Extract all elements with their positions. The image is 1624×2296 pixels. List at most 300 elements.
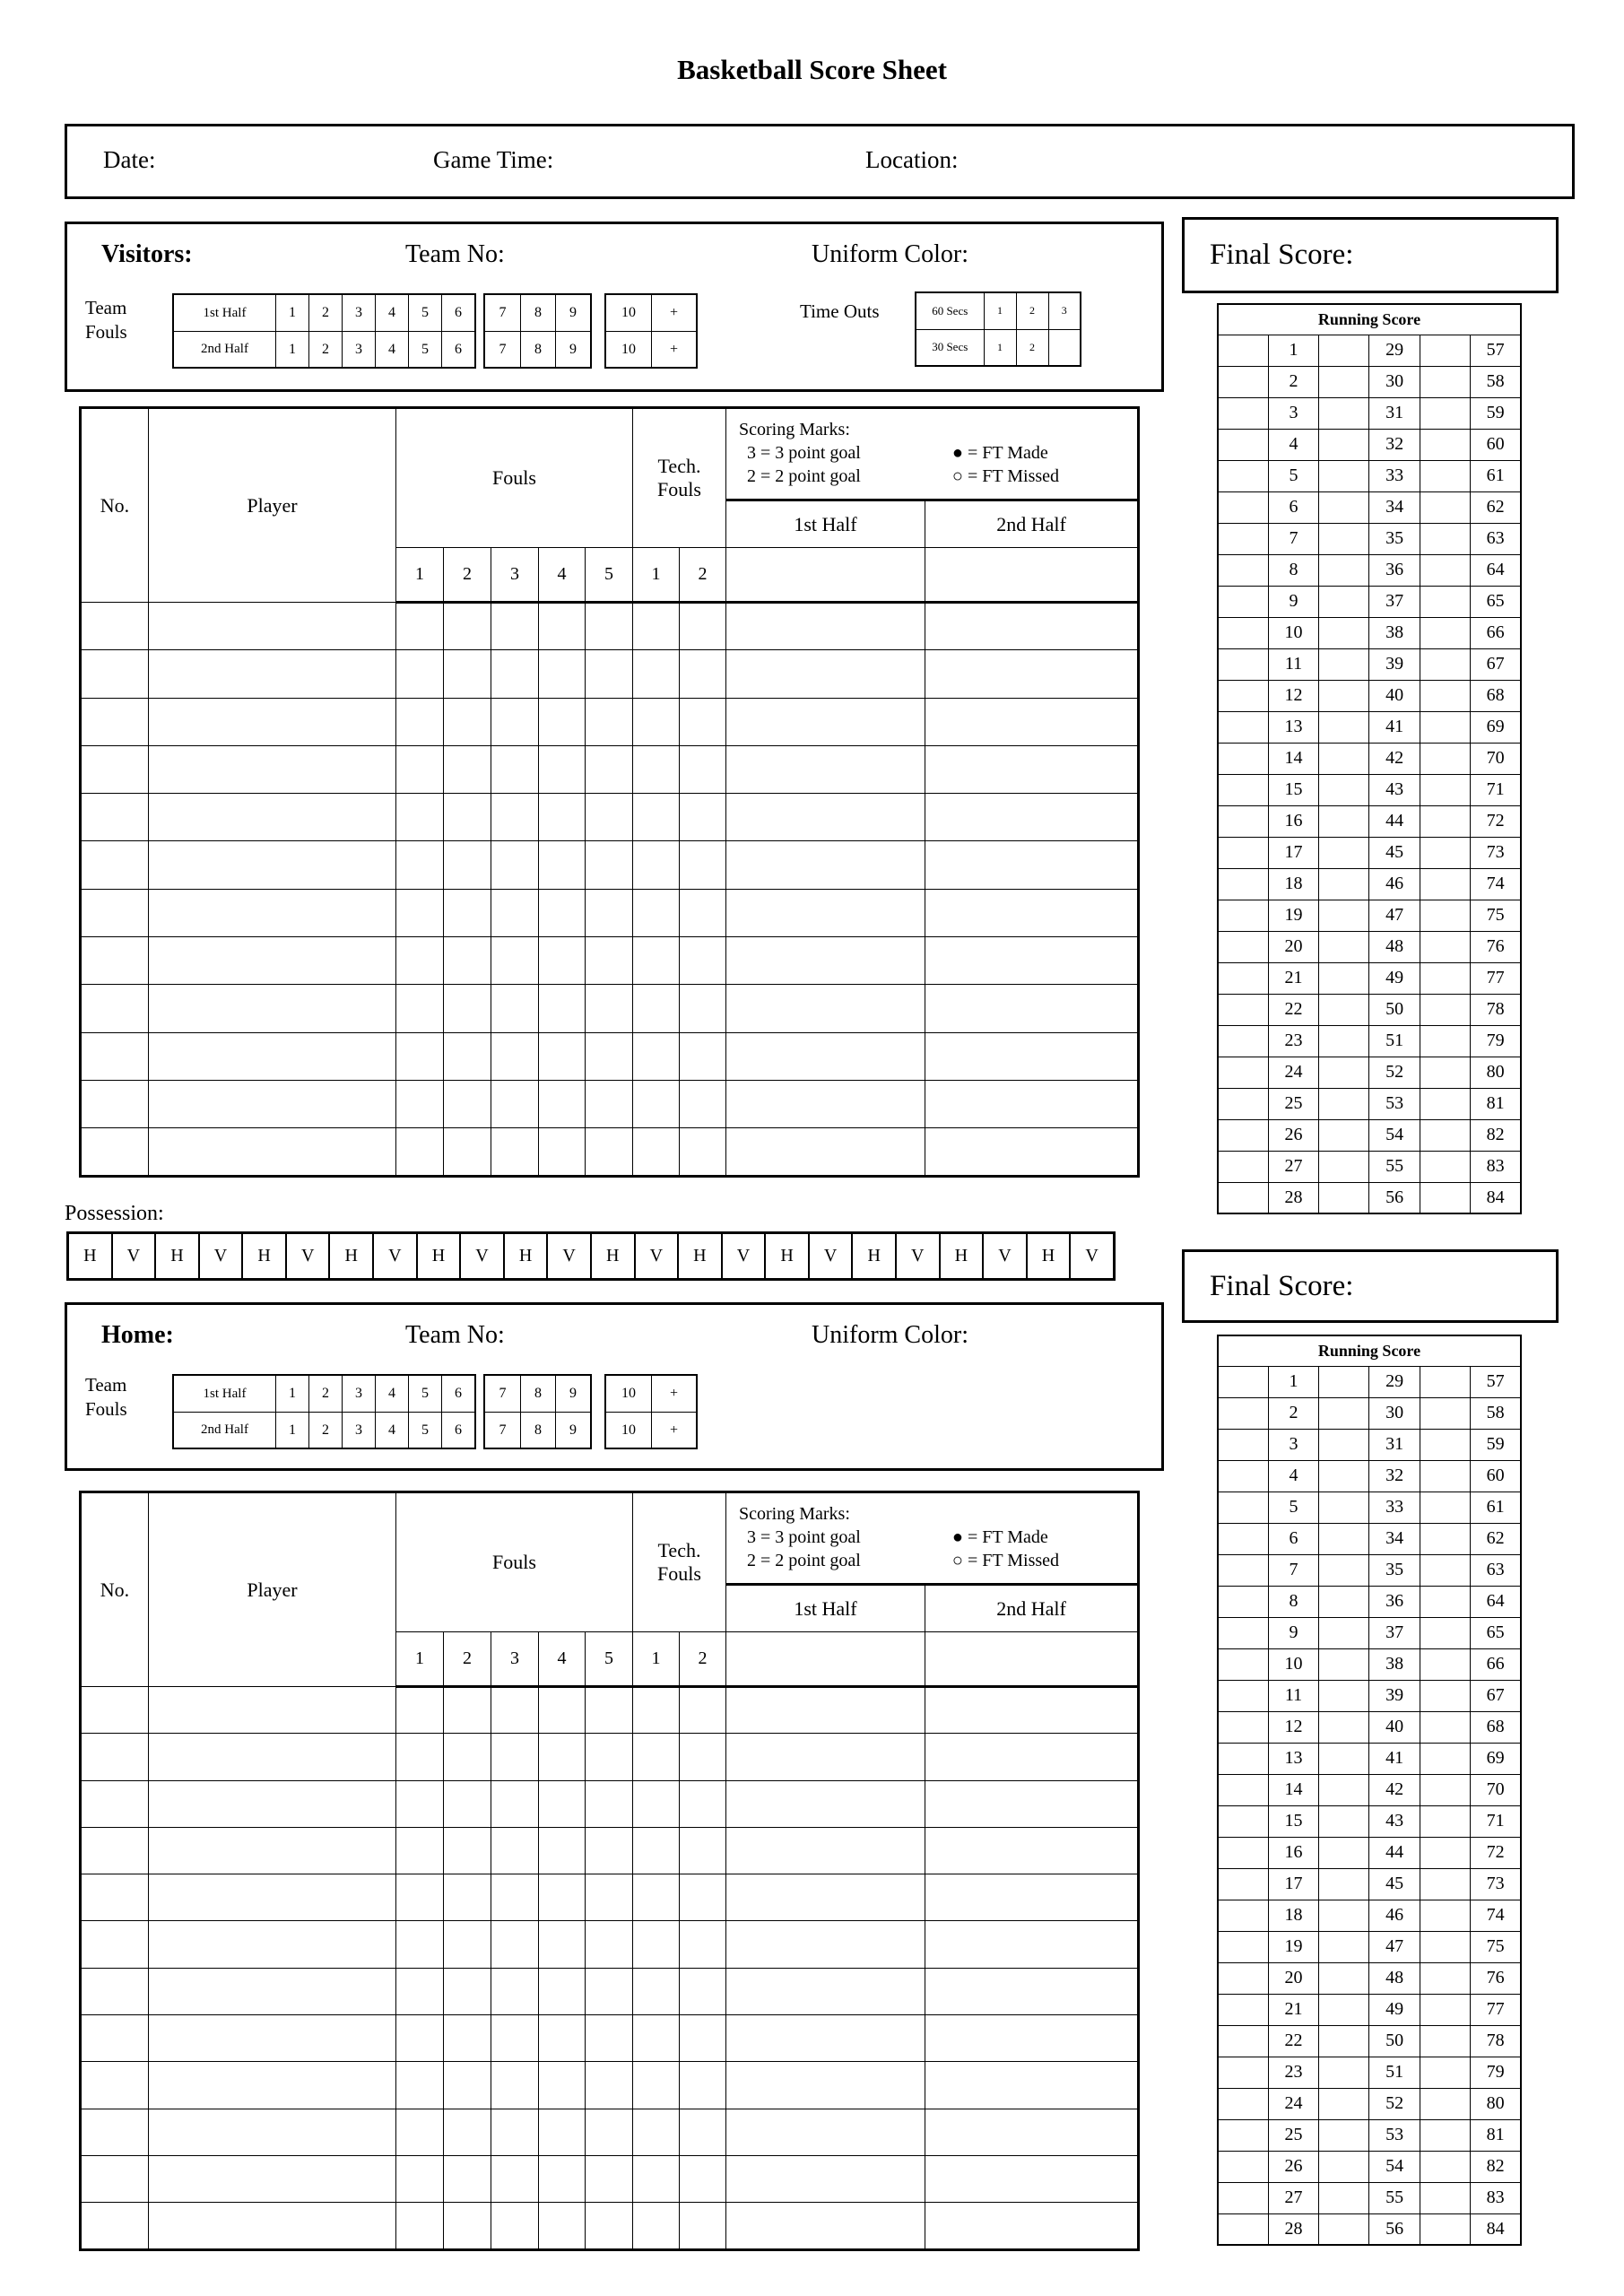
running-score-mark-cell: [1218, 648, 1268, 680]
running-score-number: 43: [1369, 774, 1420, 805]
running-score-mark-cell: [1319, 2151, 1369, 2182]
running-score-row: [1218, 1119, 1521, 1151]
running-score-number: 67: [1471, 1680, 1521, 1711]
running-score-row: [1218, 1088, 1521, 1119]
running-score-number: 70: [1471, 743, 1521, 774]
tech-foul-cell: [680, 1874, 726, 1921]
visitors-section: [65, 222, 1164, 392]
running-score-number: 48: [1369, 1962, 1420, 1994]
second-half-score-cell: [925, 841, 1139, 889]
foul-cell: [396, 2203, 444, 2249]
foul-count-header: 4: [539, 1632, 586, 1687]
foul-cell: [586, 889, 633, 936]
foul-cell: [444, 2203, 491, 2249]
tech-foul-cell: [633, 1734, 680, 1780]
second-half-score-cell: [925, 1080, 1139, 1127]
team-foul-number-cell: 2: [308, 331, 342, 367]
running-score-mark-cell: [1218, 1900, 1268, 1931]
running-score-mark-cell: [1420, 1025, 1470, 1057]
running-score-number: 30: [1369, 1397, 1420, 1429]
running-score-number: 71: [1471, 1805, 1521, 1837]
foul-cell: [586, 1032, 633, 1080]
running-score-mark-cell: [1420, 366, 1470, 397]
running-score-mark-cell: [1420, 868, 1470, 900]
team-foul-number-cell: 10: [621, 1386, 636, 1401]
tech-foul-cell: [633, 794, 680, 841]
running-score-number: 18: [1268, 868, 1318, 900]
second-half-score-cell: [925, 2062, 1139, 2109]
foul-cell: [396, 1874, 444, 1921]
team-foul-number-cell: 10: [606, 1412, 651, 1448]
running-score-mark-cell: [1218, 1151, 1268, 1182]
running-score-number: 35: [1369, 1554, 1420, 1586]
player-name-cell: [149, 698, 396, 745]
second-half-score-cell: [925, 937, 1139, 985]
running-score-mark-cell: [1218, 868, 1268, 900]
running-score-mark-cell: [1319, 1554, 1369, 1586]
running-score-mark-cell: [1319, 586, 1369, 617]
foul-count-header: 2: [444, 1632, 491, 1687]
foul-count-header: 5: [586, 1632, 633, 1687]
foul-cell: [396, 1128, 444, 1176]
running-score-number: 27: [1268, 2182, 1318, 2213]
player-row: [81, 698, 1139, 745]
foul-cell: [539, 603, 586, 650]
foul-cell: [444, 650, 491, 698]
running-score-number: 63: [1471, 1554, 1521, 1586]
running-score-number: 50: [1369, 994, 1420, 1025]
player-row: [81, 1968, 1139, 2014]
home-running-score-table: [1217, 1335, 1522, 2246]
running-score-number: 32: [1369, 1460, 1420, 1492]
team-fouls-label-line1: Team: [85, 297, 127, 318]
possession-cell: H: [940, 1233, 984, 1279]
team-foul-number-cell: 7: [485, 1412, 520, 1448]
running-score-number: 63: [1471, 523, 1521, 554]
running-score-mark-cell: [1218, 1617, 1268, 1648]
running-score-row: [1218, 617, 1521, 648]
running-score-number: 55: [1369, 2182, 1420, 2213]
team-fouls-group: [604, 293, 698, 369]
ft-made-legend: ● = FT Made: [951, 1527, 1048, 1547]
tech-foul-cell: [633, 2015, 680, 2062]
first-half-score-cell: [726, 889, 925, 936]
running-score-row: [1218, 1429, 1521, 1460]
running-score-number: 6: [1268, 1523, 1318, 1554]
running-score-number: 78: [1471, 2025, 1521, 2057]
team-fouls-half-label: 2nd Half: [174, 331, 275, 367]
player-row: [81, 1032, 1139, 1080]
running-score-mark-cell: [1420, 743, 1470, 774]
running-score-mark-cell: [1420, 1492, 1470, 1523]
scoring-rule-3: 3 = 3 point goal: [747, 443, 861, 463]
foul-cell: [586, 2062, 633, 2109]
running-score-number: 1: [1268, 335, 1318, 366]
player-name-cell: [149, 889, 396, 936]
foul-cell: [586, 650, 633, 698]
running-score-mark-cell: [1319, 1711, 1369, 1743]
running-score-mark-cell: [1420, 1743, 1470, 1774]
running-score-number: 82: [1471, 2151, 1521, 2182]
running-score-number: 54: [1369, 2151, 1420, 2182]
time-outs-label: Time Outs: [800, 300, 880, 322]
player-no-cell: [81, 1827, 149, 1874]
foul-cell: [396, 650, 444, 698]
time-outs-row-label: 60 Secs: [916, 292, 984, 329]
possession-cell: H: [1027, 1233, 1071, 1279]
team-foul-number-cell: 3: [342, 1376, 375, 1412]
home-final-score-box: [1182, 1249, 1559, 1323]
foul-cell: [491, 698, 539, 745]
player-no-cell: [81, 2015, 149, 2062]
foul-cell: [444, 1080, 491, 1127]
running-score-row: [1218, 397, 1521, 429]
first-half-score-cell: [726, 1921, 925, 1968]
running-score-mark-cell: [1218, 2213, 1268, 2245]
foul-cell: [539, 1874, 586, 1921]
running-score-number: 27: [1268, 1151, 1318, 1182]
running-score-number: 72: [1471, 1837, 1521, 1868]
foul-cell: [491, 2109, 539, 2155]
foul-cell: [396, 1032, 444, 1080]
foul-cell: [444, 1968, 491, 2014]
foul-cell: [586, 698, 633, 745]
foul-cell: [586, 2155, 633, 2202]
team-foul-number-cell: 6: [441, 295, 474, 331]
team-foul-number-cell: 9: [555, 1376, 590, 1412]
running-score-row: [1218, 491, 1521, 523]
running-score-number: 76: [1471, 1962, 1521, 1994]
running-score-mark-cell: [1319, 2025, 1369, 2057]
running-score-mark-cell: [1319, 648, 1369, 680]
running-score-mark-cell: [1319, 1617, 1369, 1648]
location-label: Location:: [865, 146, 959, 173]
running-score-number: 52: [1369, 1057, 1420, 1088]
tech-fouls-line1: Tech.: [657, 455, 701, 477]
running-score-number: 83: [1471, 1151, 1521, 1182]
running-score-mark-cell: [1319, 366, 1369, 397]
possession-cell: V: [896, 1233, 940, 1279]
foul-cell: [586, 1128, 633, 1176]
running-score-mark-cell: [1218, 711, 1268, 743]
foul-cell: [586, 841, 633, 889]
visitors-uniform-color-label: Uniform Color:: [812, 240, 968, 268]
running-score-mark-cell: [1420, 554, 1470, 586]
running-score-number: 57: [1471, 1366, 1521, 1397]
running-score-row: [1218, 429, 1521, 460]
foul-cell: [396, 698, 444, 745]
running-score-number: 19: [1268, 900, 1318, 931]
running-score-number: 58: [1471, 366, 1521, 397]
tech-foul-cell: [633, 1032, 680, 1080]
foul-cell: [539, 2203, 586, 2249]
foul-cell: [396, 1734, 444, 1780]
running-score-number: 39: [1369, 648, 1420, 680]
running-score-mark-cell: [1218, 460, 1268, 491]
running-score-mark-cell: [1218, 1366, 1268, 1397]
running-score-mark-cell: [1218, 1805, 1268, 1837]
running-score-number: 78: [1471, 994, 1521, 1025]
player-name-cell: [149, 1874, 396, 1921]
running-score-mark-cell: [1218, 617, 1268, 648]
running-score-mark-cell: [1420, 1429, 1470, 1460]
possession-cell: V: [547, 1233, 591, 1279]
tech-foul-cell: [633, 745, 680, 793]
first-half-score-cell: [726, 937, 925, 985]
running-score-number: 37: [1369, 586, 1420, 617]
foul-cell: [586, 1921, 633, 1968]
player-name-cell: [149, 2203, 396, 2249]
tech-foul-cell: [680, 2062, 726, 2109]
home-team-fouls-grid: [172, 1374, 698, 1449]
running-score-number: 45: [1369, 1868, 1420, 1900]
tech-foul-cell: [633, 603, 680, 650]
player-name-cell: [149, 1032, 396, 1080]
running-score-mark-cell: [1218, 1711, 1268, 1743]
running-score-number: 25: [1268, 2119, 1318, 2151]
running-score-mark-cell: [1319, 1182, 1369, 1213]
running-score-row: [1218, 868, 1521, 900]
possession-cell: H: [504, 1233, 548, 1279]
running-score-number: 74: [1471, 1900, 1521, 1931]
second-half-score-cell: [925, 1827, 1139, 1874]
date-label: Date:: [103, 146, 156, 173]
tech-foul-cell: [680, 698, 726, 745]
running-score-mark-cell: [1319, 1900, 1369, 1931]
game-time-label: Game Time:: [433, 146, 554, 173]
running-score-number: 12: [1268, 1711, 1318, 1743]
running-score-number: 22: [1268, 994, 1318, 1025]
second-half-score-cell: [925, 985, 1139, 1032]
tech-foul-cell: [633, 1921, 680, 1968]
running-score-number: 47: [1369, 1931, 1420, 1962]
visitors-running-score-table: [1217, 303, 1522, 1214]
running-score-mark-cell: [1420, 586, 1470, 617]
foul-cell: [444, 1032, 491, 1080]
running-score-mark-cell: [1420, 805, 1470, 837]
possession-cell: H: [329, 1233, 373, 1279]
col-header-fouls: Fouls: [396, 1492, 633, 1632]
running-score-mark-cell: [1319, 335, 1369, 366]
tech-foul-cell: [633, 889, 680, 936]
running-score-mark-cell: [1319, 1774, 1369, 1805]
scoring-rule-2: 2 = 2 point goal: [747, 1551, 861, 1570]
running-score-mark-cell: [1319, 1429, 1369, 1460]
foul-cell: [491, 2015, 539, 2062]
running-score-header-row: [1218, 304, 1521, 335]
running-score-mark-cell: [1319, 1837, 1369, 1868]
player-row: [81, 2015, 1139, 2062]
running-score-mark-cell: [1319, 2119, 1369, 2151]
player-name-cell: [149, 1734, 396, 1780]
tech-foul-cell: [680, 650, 726, 698]
running-score-number: 64: [1471, 1586, 1521, 1617]
first-half-score-cell: [726, 1032, 925, 1080]
final-score-label: Final Score:: [1210, 239, 1354, 271]
foul-cell: [586, 1734, 633, 1780]
running-score-number: 4: [1268, 429, 1318, 460]
running-score-number: 8: [1268, 554, 1318, 586]
running-score-mark-cell: [1319, 1931, 1369, 1962]
running-score-mark-cell: [1218, 1182, 1268, 1213]
team-foul-number-cell: 2: [308, 1412, 342, 1448]
running-score-mark-cell: [1420, 1397, 1470, 1429]
running-score-number: 5: [1268, 1492, 1318, 1523]
home-heading: Home:: [101, 1321, 174, 1349]
running-score-mark-cell: [1319, 1868, 1369, 1900]
page-title: Basketball Score Sheet: [677, 54, 947, 85]
first-half-score-cell: [726, 1968, 925, 2014]
player-row: [81, 1128, 1139, 1176]
running-score-number: 32: [1369, 429, 1420, 460]
running-score-number: 11: [1268, 648, 1318, 680]
foul-cell: [539, 794, 586, 841]
tech-foul-cell: [680, 1827, 726, 1874]
tech-foul-cell: [633, 698, 680, 745]
running-score-mark-cell: [1319, 2057, 1369, 2088]
running-score-number: 15: [1268, 774, 1318, 805]
first-half-score-cell: [726, 2109, 925, 2155]
second-half-score-cell: [925, 1780, 1139, 1827]
possession-cell: H: [417, 1233, 461, 1279]
possession-cell: V: [112, 1233, 156, 1279]
foul-cell: [539, 2062, 586, 2109]
running-score-mark-cell: [1319, 1057, 1369, 1088]
running-score-number: 3: [1268, 397, 1318, 429]
foul-cell: [539, 889, 586, 936]
tech-foul-cell: [680, 1687, 726, 1734]
running-score-number: 22: [1268, 2025, 1318, 2057]
running-score-mark-cell: [1218, 2057, 1268, 2088]
running-score-number: 52: [1369, 2088, 1420, 2119]
foul-cell: [444, 1827, 491, 1874]
running-score-number: 53: [1369, 2119, 1420, 2151]
running-score-row: [1218, 1492, 1521, 1523]
tech-foul-count-header: 1: [633, 1632, 680, 1687]
scoring-marks-title: Scoring Marks:: [739, 1504, 850, 1524]
player-row: [81, 1874, 1139, 1921]
player-no-cell: [81, 889, 149, 936]
running-score-number: 54: [1369, 1119, 1420, 1151]
running-score-mark-cell: [1420, 2182, 1470, 2213]
first-half-score-cell: [726, 698, 925, 745]
tech-foul-cell: [680, 937, 726, 985]
running-score-row: [1218, 1931, 1521, 1962]
player-row: [81, 2109, 1139, 2155]
first-half-score-cell: [726, 1128, 925, 1176]
running-score-row: [1218, 366, 1521, 397]
first-half-score-cell: [726, 1687, 925, 1734]
running-score-number: 10: [1268, 617, 1318, 648]
running-score-mark-cell: [1420, 1680, 1470, 1711]
running-score-number: 25: [1268, 1088, 1318, 1119]
running-score-row: [1218, 2182, 1521, 2213]
foul-cell: [539, 2109, 586, 2155]
running-score-number: 46: [1369, 868, 1420, 900]
running-score-number: 84: [1471, 1182, 1521, 1213]
running-score-number: 82: [1471, 1119, 1521, 1151]
running-score-number: 65: [1471, 586, 1521, 617]
first-half-score-cell: [726, 603, 925, 650]
player-no-cell: [81, 841, 149, 889]
running-score-mark-cell: [1319, 868, 1369, 900]
visitors-team-fouls-grid: [172, 293, 698, 369]
tech-foul-cell: [633, 650, 680, 698]
running-score-mark-cell: [1218, 743, 1268, 774]
ft-missed-legend: ○ = FT Missed: [951, 466, 1060, 486]
foul-cell: [444, 794, 491, 841]
foul-cell: [539, 1128, 586, 1176]
running-score-number: 4: [1268, 1460, 1318, 1492]
running-score-header-row: [1218, 1335, 1521, 1366]
foul-cell: [586, 745, 633, 793]
running-score-number: 30: [1369, 366, 1420, 397]
first-half-score-cell: [726, 2203, 925, 2249]
running-score-mark-cell: [1218, 1743, 1268, 1774]
player-name-cell: [149, 1687, 396, 1734]
first-half-score-cell: [726, 2155, 925, 2202]
running-score-mark-cell: [1218, 1492, 1268, 1523]
running-score-mark-cell: [1319, 2182, 1369, 2213]
player-no-cell: [81, 1968, 149, 2014]
running-score-number: 49: [1369, 1994, 1420, 2025]
running-score-number: 79: [1471, 2057, 1521, 2088]
foul-cell: [491, 603, 539, 650]
running-score-mark-cell: [1319, 1088, 1369, 1119]
team-fouls-group: [483, 1374, 592, 1449]
tech-foul-cell: [680, 1032, 726, 1080]
running-score-row: [1218, 2151, 1521, 2182]
possession-cell: V: [983, 1233, 1027, 1279]
running-score-mark-cell: [1319, 711, 1369, 743]
player-no-cell: [81, 2203, 149, 2249]
running-score-mark-cell: [1420, 774, 1470, 805]
foul-cell: [491, 1734, 539, 1780]
running-score-mark-cell: [1218, 1931, 1268, 1962]
foul-cell: [444, 1780, 491, 1827]
team-foul-number-cell: 8: [520, 1376, 555, 1412]
team-fouls-label-line1: Team: [85, 1374, 127, 1396]
second-half-score-cell: [925, 698, 1139, 745]
running-score-row: [1218, 1057, 1521, 1088]
running-score-number: 55: [1369, 1151, 1420, 1182]
first-half-score-cell: [726, 794, 925, 841]
running-score-row: [1218, 1397, 1521, 1429]
running-score-mark-cell: [1319, 1397, 1369, 1429]
tech-foul-cell: [680, 1128, 726, 1176]
foul-cell: [444, 2109, 491, 2155]
foul-cell: [491, 2062, 539, 2109]
foul-cell: [396, 985, 444, 1032]
running-score-mark-cell: [1420, 617, 1470, 648]
team-foul-number-cell: +: [651, 295, 696, 331]
running-score-number: 61: [1471, 460, 1521, 491]
running-score-mark-cell: [1319, 1648, 1369, 1680]
running-score-number: 75: [1471, 900, 1521, 931]
tech-foul-cell: [680, 889, 726, 936]
running-score-mark-cell: [1218, 1774, 1268, 1805]
home-team-fouls-label: [85, 1373, 127, 1422]
running-score-mark-cell: [1420, 1994, 1470, 2025]
running-score-row: [1218, 1366, 1521, 1397]
running-score-row: [1218, 1868, 1521, 1900]
possession-cell: V: [635, 1233, 679, 1279]
running-score-mark-cell: [1218, 429, 1268, 460]
running-score-number: 42: [1369, 1774, 1420, 1805]
running-score-number: 60: [1471, 429, 1521, 460]
player-no-cell: [81, 1032, 149, 1080]
running-score-mark-cell: [1218, 1025, 1268, 1057]
